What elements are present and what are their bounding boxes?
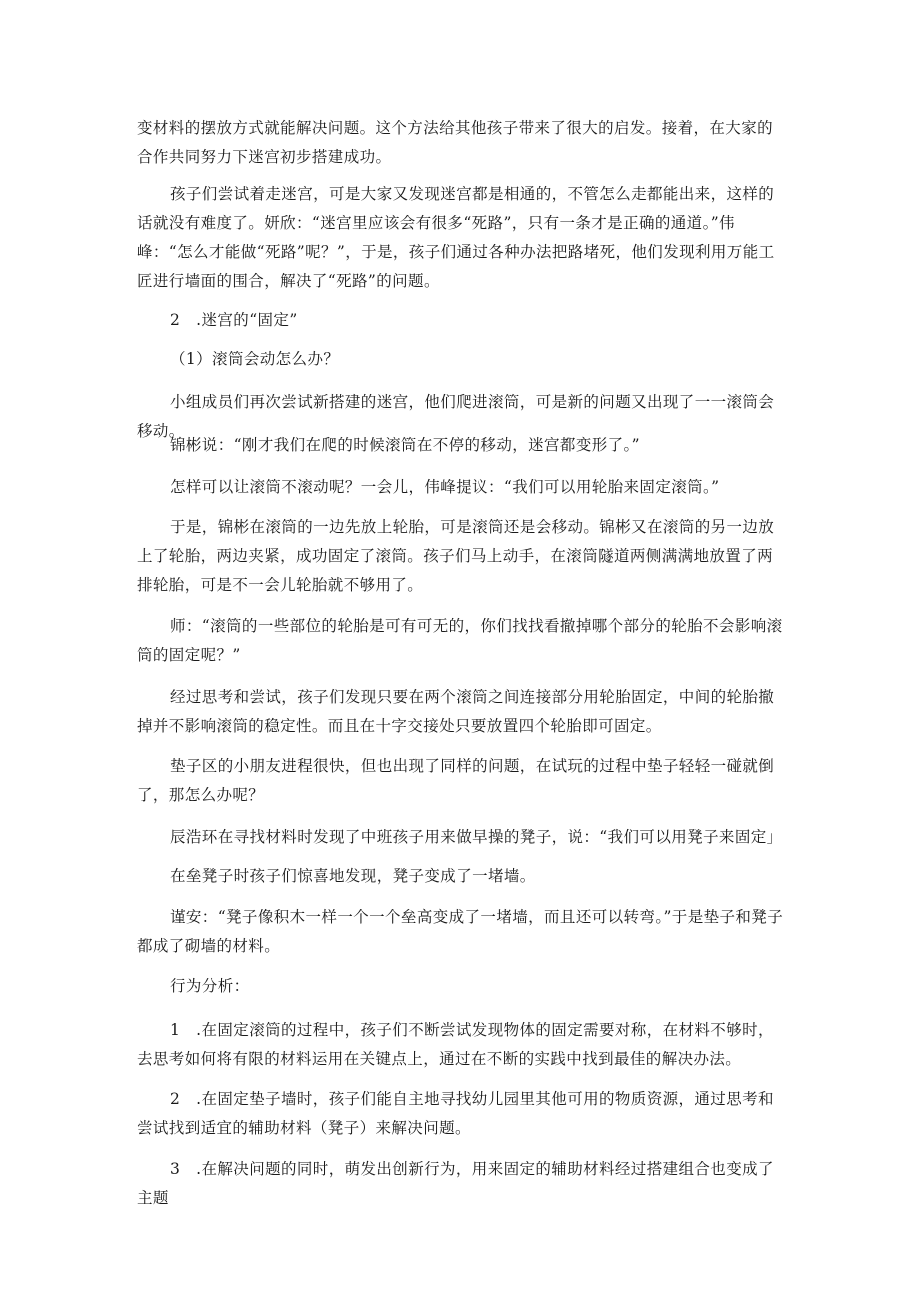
analysis-item-1: 1 .在固定滚筒的过程中，孩子们不断尝试发现物体的固定需要对称，在材料不够时，去思考如何将有限的材料运用在关键点上，通过在不断的实践中找到最佳的解决办法。 [137, 1021, 774, 1068]
paragraph-tyre-fixing: 于是，锦彬在滚筒的一边先放上轮胎，可是滚筒还是会移动。锦彬又在滚筒的另一边放上了轮胎，两边夹紧，成功固定了滚筒。孩子们马上动手，在滚筒隧道两侧满满地放置了两排轮胎，可是不一会儿轮胎就不够用了。 [137, 518, 775, 594]
paragraph-jinbin-says: 锦彬说：“刚才我们在爬的时候滚筒在不停的移动，迷宫都变形了。” [170, 436, 641, 454]
paragraph-stool-discovery: 辰浩环在寻找材料时发现了中班孩子用来做早操的凳子，说：“我们可以用凳子来固定」 [170, 828, 783, 846]
analysis-item-3: 3 .在解决问题的同时，萌发出创新行为，用来固定的辅助材料经过搭建组合也变成了主题 [137, 1160, 774, 1207]
paragraph-jinan-says: 谨安：“凳子像积木一样一个一个垒高变成了一堵墙，而且还可以转弯。”于是垫子和凳子都成了砌墙的材料。 [137, 908, 784, 955]
subheading-roller-moves: （1）滚筒会动怎么办？ [170, 350, 340, 368]
paragraph-continuation: 变材料的摆放方式就能解决问题。这个方法给其他孩子带来了很大的启发。接着，在大家的合作共同努力下迷宫初步搭建成功。 [137, 119, 774, 166]
paragraph-mat-area: 垫子区的小朋友进程很快，但也出现了同样的问题，在试玩的过程中垫子轻轻一碰就倒了，那怎么办呢？ [137, 757, 775, 804]
paragraph-maze-dead-ends: 孩子们尝试着走迷宫，可是大家又发现迷宫都是相通的，不管怎么走都能出来，这样的话就没有难度了。妍欣：“迷宫里应该会有很多“死路”，只有一条才是正确的通道。”伟峰：“怎么才能做“死路”呢？”，于是，孩子们通过各种办法把路堵死，他们发现利用万能工匠进行墙面的围合，解决了“死路”的问题。 [137, 185, 775, 290]
heading-behavior-analysis: 行为分析： [170, 977, 250, 995]
paragraph-roller-problem: 小组成员们再次尝试新搭建的迷宫，他们爬进滚筒，可是新的问题又出现了一一滚筒会移动。 [137, 393, 775, 440]
paragraph-weifeng-proposal: 怎样可以让滚筒不滚动呢？一会儿，伟峰提议：“我们可以用轮胎来固定滚筒。” [170, 478, 720, 496]
paragraph-teacher-question: 师：“滚筒的一些部位的轮胎是可有可无的，你们找找看撤掉哪个部分的轮胎不会影响滚筒的固定呢？” [137, 617, 783, 664]
paragraph-stool-wall: 在垒凳子时孩子们惊喜地发现，凳子变成了一堵墙。 [170, 867, 536, 885]
analysis-item-2: 2 .在固定垫子墙时，孩子们能自主地寻找幼儿园里其他可用的物质资源，通过思考和尝试找到适宜的辅助材料（凳子）来解决问题。 [137, 1090, 774, 1137]
section-heading-maze-fixing: 2 .迷宫的“固定” [170, 311, 298, 329]
paragraph-thinking-trying: 经过思考和尝试，孩子们发现只要在两个滚筒之间连接部分用轮胎固定，中间的轮胎撤掉并不影响滚筒的稳定性。而且在十字交接处只要放置四个轮胎即可固定。 [137, 688, 775, 735]
